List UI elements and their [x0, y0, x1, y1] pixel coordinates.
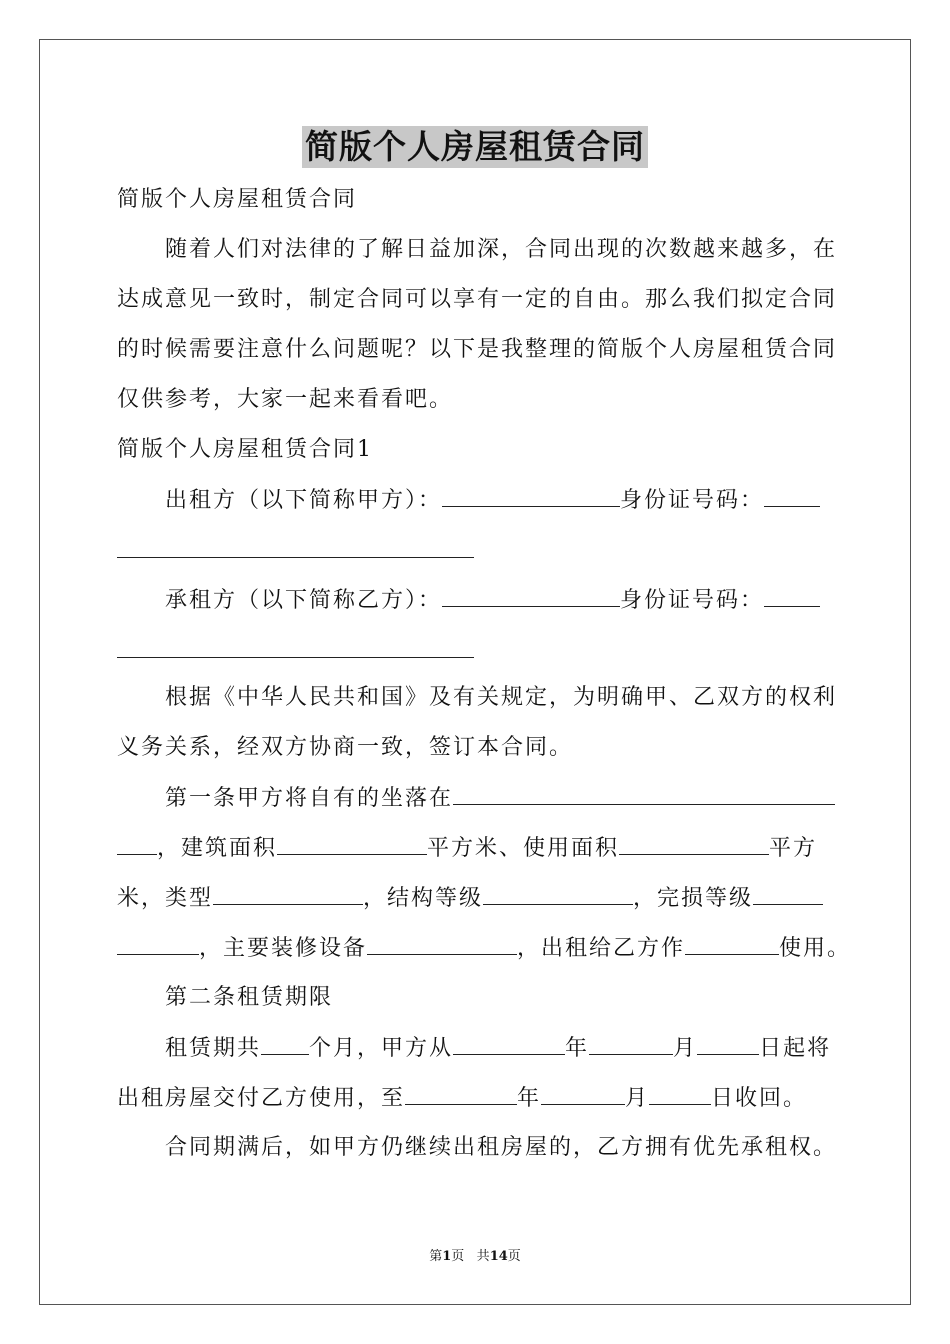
page-suffix: 页: [451, 1249, 465, 1264]
end-year-blank: [405, 1084, 517, 1105]
article2-heading: 第二条租赁期限: [165, 985, 334, 1010]
total-prefix: 共: [476, 1249, 490, 1264]
article1-line-2: [117, 834, 817, 863]
intro-line-2: 达成意见一致时，制定合同可以享有一定的自由。那么我们拟定合同: [117, 287, 838, 312]
basis-line-2: 义务关系，经双方协商一致，签订本合同。: [117, 735, 574, 760]
article1-location-label: 第一条甲方将自有的坐落在: [165, 786, 454, 811]
article2-line-1: [165, 1034, 831, 1063]
page-border: [39, 39, 911, 1305]
structure-grade-label: ，结构等级: [363, 886, 484, 911]
basis-line-1: 根据《中华人民共和国》及有关规定，为明确甲、乙双方的权利: [165, 685, 838, 710]
usable-area-blank: [619, 834, 769, 855]
square-label: 平方: [769, 836, 818, 861]
intro-line-1: 随着人们对法律的了解日益加深，合同出现的次数越来越多，在: [165, 237, 838, 262]
end-day-label: 日收回。: [711, 1086, 808, 1111]
term-from-label: 个月，甲方从: [309, 1036, 454, 1061]
term-label: 租赁期共: [165, 1036, 262, 1061]
term-months-blank: [261, 1034, 309, 1055]
end-month-label: 月: [625, 1086, 650, 1111]
document-title: 简版个人房屋租赁合同: [302, 126, 648, 168]
lessee-id-blank-continued: [117, 657, 474, 658]
lessee-id-blank: [764, 586, 820, 607]
total-suffix: 页: [507, 1249, 521, 1264]
page-number: 1: [442, 1249, 452, 1264]
start-month-blank: [589, 1034, 673, 1055]
type-label: 米，类型: [117, 886, 214, 911]
usable-area-label: 平方米、使用面积: [427, 836, 620, 861]
article1-line-4: [117, 934, 851, 963]
handover-label: 出租房屋交付乙方使用，至: [117, 1086, 406, 1111]
lessor-name-blank: [442, 486, 620, 507]
article1-line-3: [117, 884, 823, 913]
article2-line-3: 合同期满后，如甲方仍继续出租房屋的，乙方拥有优先承租权。: [165, 1135, 838, 1160]
page-footer: [0, 1248, 950, 1266]
lessee-line: [165, 586, 820, 615]
page-prefix: 第: [429, 1249, 443, 1264]
structure-grade-blank: [483, 884, 633, 905]
start-year-blank: [453, 1034, 565, 1055]
end-year-label: 年: [517, 1086, 542, 1111]
lessor-id-blank: [764, 486, 820, 507]
decoration-label: ，主要装修设备: [199, 936, 368, 961]
type-blank: [213, 884, 363, 905]
start-day-blank: [697, 1034, 759, 1055]
section-heading: 简版个人房屋租赁合同1: [117, 437, 373, 462]
use-label: 使用。: [779, 936, 852, 961]
lease-purpose-label: ，出租给乙方作: [517, 936, 686, 961]
decoration-blank: [367, 934, 517, 955]
end-month-blank: [541, 1084, 625, 1105]
lessee-id-label: 身份证号码：: [620, 588, 765, 613]
title-block: [0, 126, 950, 168]
lessee-name-blank: [442, 586, 620, 607]
total-pages: 14: [489, 1249, 508, 1264]
end-day-blank: [649, 1084, 711, 1105]
intro-line-4: 仅供参考，大家一起来看看吧。: [117, 387, 454, 412]
subtitle: 简版个人房屋租赁合同: [117, 187, 358, 212]
location-blank-end: [117, 834, 157, 855]
condition-grade-label: ，完损等级: [633, 886, 754, 911]
article2-line-2: [117, 1084, 807, 1113]
day-label: 日起将: [759, 1036, 832, 1061]
building-area-blank: [277, 834, 427, 855]
lessor-id-blank-continued: [117, 557, 474, 558]
location-blank: [453, 784, 835, 805]
lease-purpose-blank: [685, 934, 779, 955]
lessor-id-label: 身份证号码：: [620, 488, 765, 513]
month-label: 月: [673, 1036, 698, 1061]
lessee-label: 承租方（以下简称乙方）：: [165, 588, 443, 613]
condition-grade-blank: [753, 884, 823, 905]
lessor-line: [165, 486, 820, 515]
intro-line-3: 的时候需要注意什么问题呢？以下是我整理的简版个人房屋租赁合同: [117, 337, 838, 362]
condition-grade-blank-end: [117, 934, 199, 955]
year-label: 年: [565, 1036, 590, 1061]
building-area-label: ，建筑面积: [157, 836, 278, 861]
lessor-label: 出租方（以下简称甲方）：: [165, 488, 443, 513]
article1-line-1: [165, 784, 835, 813]
